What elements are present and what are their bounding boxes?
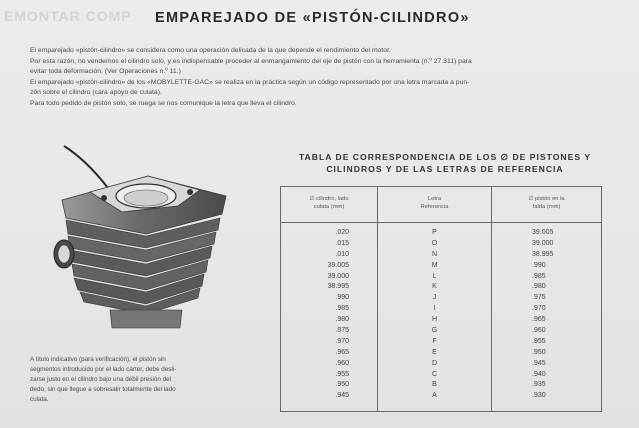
cylinder-diameter-cell: .965: [335, 348, 349, 356]
cylinder-diameter-cell: .010: [335, 250, 349, 258]
spark-plug-wire: [64, 146, 108, 188]
stud-hole: [187, 189, 193, 195]
table-title-line: CILINDROS Y DE LAS LETRAS DE REFERENCIA: [326, 164, 564, 174]
cylinder-diameter-column: [281, 187, 378, 411]
reference-letter-cell: B: [432, 381, 437, 389]
reference-letter-cell: I: [433, 305, 436, 313]
reference-letter-cell: J: [432, 294, 437, 302]
cylinder-diameter-cell: .020: [335, 229, 349, 236]
caption-line: segmentos introducido por el lado cárter, debe desli-: [30, 366, 177, 373]
column-values: [378, 223, 491, 402]
intro-line: zón sobre el cilindro (cara apoyo de culata).: [30, 89, 162, 96]
table-title-line: TABLA DE CORRESPONDENCIA DE LOS ∅ DE PISTONES Y: [298, 152, 592, 162]
cylinder-diameter-cell: .980: [335, 316, 349, 324]
reference-letter-cell: F: [432, 337, 437, 345]
intro-paragraph: [30, 46, 605, 109]
cylinder-diameter-cell: .985: [335, 305, 349, 313]
caption-line: A título indicativo (para verificación), el pistón sin: [30, 356, 166, 363]
piston-diameter-cell: 38.995: [532, 250, 554, 258]
stud-hole: [101, 195, 107, 201]
reference-letter-cell: P: [432, 229, 437, 236]
piston-diameter-cell: .965: [532, 316, 546, 324]
reference-letter-cell: N: [431, 250, 438, 258]
reference-letter-cell: A: [432, 392, 437, 400]
caption-paragraph: [30, 355, 250, 405]
caption-line: zarse justo en el cilindro bajo una débil presión del: [30, 376, 172, 383]
caption-line: culata.: [30, 396, 49, 403]
piston-diameter-cell: .980: [532, 283, 546, 291]
cylinder-diameter-cell: .950: [335, 381, 349, 389]
reference-letter-cell: L: [432, 272, 437, 280]
cylinder-diameter-cell: 38.995: [327, 283, 349, 291]
cylinder-diameter-cell: .970: [335, 337, 349, 345]
piston-diameter-cell: .945: [532, 359, 546, 367]
reference-letter-cell: O: [431, 239, 438, 247]
piston-diameter-column: [492, 187, 601, 411]
piston-diameter-cell: .990: [532, 261, 546, 269]
intro-line: evitar toda deformación. (Ver Operaciones n.º 11.): [30, 68, 181, 75]
intro-line: Por esta razón, no vendemos el cilindro solo, y es indispensable proceder al enmangamiento del eje de pistón con la herramienta (n.º 27.311) para: [30, 57, 472, 65]
column-header-line: Letra: [427, 196, 442, 202]
piston-diameter-cell: 39.005: [532, 229, 554, 236]
reference-letter-cell: M: [431, 261, 438, 269]
piston-diameter-cell: .930: [532, 392, 546, 400]
column-header-line: ∅ cilindro, lado: [309, 196, 349, 202]
cylinder-diameter-cell: .955: [335, 370, 349, 378]
piston-diameter-cell: .950: [532, 348, 546, 356]
column-header: [378, 187, 491, 223]
piston-diameter-cell: .935: [532, 381, 546, 389]
column-header: [492, 187, 601, 223]
cylinder-engine-illustration: [50, 142, 240, 332]
cylinder-diameter-cell: .015: [335, 239, 349, 247]
piston-diameter-cell: 39.000: [532, 239, 554, 247]
piston-diameter-cell: .970: [532, 305, 546, 313]
intro-line: El emparejado «pistón-cilindro» se considera como una operación delicada de la que depende el rendimiento del motor.: [30, 47, 391, 54]
column-values: [492, 223, 601, 402]
cylinder-diameter-cell: .990: [335, 294, 349, 302]
column-header-line: falda (mm): [532, 203, 561, 210]
reference-letter-cell: C: [431, 370, 438, 378]
cylinder-base: [110, 310, 182, 328]
cylinder-diameter-cell: .945: [335, 392, 349, 400]
cylinder-diameter-cell: 39.005: [327, 261, 349, 269]
column-header-line: culata (mm): [313, 203, 345, 210]
bleed-through-text: EMONTAR COMP: [4, 8, 132, 24]
reference-letter-cell: E: [432, 348, 437, 356]
column-header-line: Referencia: [420, 203, 449, 210]
column-header: [281, 187, 377, 223]
reference-letter-cell: K: [432, 283, 437, 291]
piston-diameter-cell: .955: [532, 337, 546, 345]
cylinder-diameter-cell: .960: [335, 359, 349, 367]
correspondence-table: [280, 186, 602, 412]
reference-letter-cell: G: [431, 327, 438, 335]
column-values: [281, 223, 377, 402]
caption-line: dedo, sin que llegue a sobresalir totalmente del lado: [30, 386, 176, 393]
reference-letter-column: [378, 187, 492, 411]
cylinder-diameter-cell: 39.000: [327, 272, 349, 280]
reference-letter-cell: D: [431, 359, 438, 367]
piston-diameter-cell: .985: [532, 272, 546, 280]
piston-diameter-cell: .975: [532, 294, 546, 302]
piston-diameter-cell: .960: [532, 327, 546, 335]
page-title: EMPAREJADO DE «PISTÓN-CILINDRO»: [155, 10, 470, 26]
column-header-line: ∅ pistón en la: [528, 196, 565, 202]
intro-line: El emparejado «pistón-cilindro» de los «MOBYLETTE-GAC» se realiza en la práctica según un código representado por una letra marcada a pun-: [30, 78, 470, 86]
intro-line: Para todo pedido de pistón solo, se ruega se nos comunique la letra que lleva el cilindro.: [30, 99, 297, 107]
table-title: [280, 151, 610, 175]
piston-diameter-cell: .940: [532, 370, 546, 378]
cylinder-diameter-cell: .975: [335, 327, 349, 335]
reference-letter-cell: H: [431, 316, 438, 324]
